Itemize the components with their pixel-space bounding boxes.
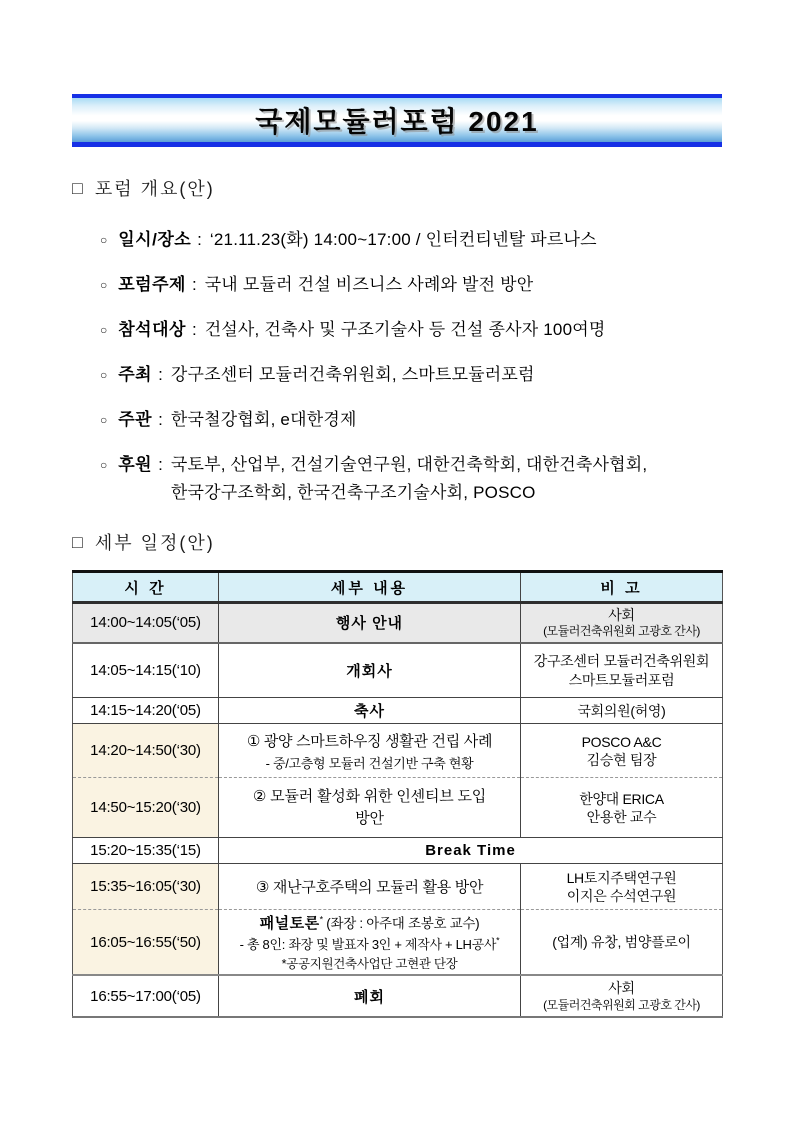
overview-item-attendees [100,316,722,344]
item-text: 건설사, 건축사 및 구조기술사 등 건설 종사자 100여명 [204,320,606,339]
item-text: 강구조센터 모듈러건축위원회, 스마트모듈러포럼 [170,365,535,384]
schedule-row [73,643,723,698]
schedule-row-break [73,838,723,864]
cell-note: LH토지주택연구원 이지은 수석연구원 [521,864,723,910]
schedule-row [73,724,723,778]
label-colon: : [197,230,202,249]
cell-time: 14:00~14:05(‘05) [73,603,219,643]
item-text: ‘21.11.23(화) 14:00~17:00 / 인터컨티넨탈 파르나스 [209,230,597,249]
schedule-row [73,698,723,724]
label-colon: : [158,365,163,384]
overview-heading-text: 포럼 개요(안) [94,179,215,199]
circle-bullet-icon: ○ [100,233,108,247]
cell-content: Break Time [219,838,723,864]
schedule-section-heading [72,529,722,555]
label-colon: : [158,410,163,429]
column-header-time: 시 간 [73,572,219,603]
square-bullet-icon: □ [72,531,85,552]
overview-item-sponsors [100,451,722,507]
schedule-row [73,778,723,838]
cell-note: 국회의원(허영) [521,698,723,724]
panel-footnote-line: *공공지원건축사업단 고현관 단장 [281,957,458,972]
schedule-table [72,570,723,1018]
cell-content [219,910,521,976]
panel-title-line: 패널토론* (좌장 : 아주대 조봉호 교수) [259,914,480,933]
circle-bullet-icon: ○ [100,368,108,382]
overview-item-organizer [100,406,722,434]
sponsors-line1: 국토부, 산업부, 건설기술연구원, 대한건축학회, 대한건축사협회, [170,455,648,474]
schedule-row-panel [73,910,723,976]
label-colon: : [158,455,163,474]
item-label: 주관 [118,410,153,429]
circle-bullet-icon: ○ [100,323,108,337]
item-label: 포럼주제 [118,275,186,294]
cell-note: POSCO A&C 김승현 팀장 [521,724,723,778]
cell-time: 16:55~17:00(‘05) [73,975,219,1017]
cell-time: 15:35~16:05(‘30) [73,864,219,910]
cell-note: 사회 (모듈러건축위원회 고광호 간사) [521,603,723,643]
square-bullet-icon: □ [72,177,85,198]
cell-time: 14:05~14:15(‘10) [73,643,219,698]
schedule-heading-text: 세부 일정(안) [94,533,215,553]
title-banner [72,94,722,147]
item-text: 국내 모듈러 건설 비즈니스 사례와 발전 방안 [204,275,534,294]
cell-content: 개회사 [219,643,521,698]
cell-time: 14:20~14:50(‘30) [73,724,219,778]
circle-bullet-icon: ○ [100,278,108,292]
overview-item-datetime [100,226,722,254]
cell-note: 한양대 ERICA 안용한 교수 [521,778,723,838]
cell-time: 14:15~14:20(‘05) [73,698,219,724]
cell-content: 폐회 [219,975,521,1017]
cell-time: 14:50~15:20(‘30) [73,778,219,838]
overview-list [72,226,722,507]
overview-section-heading [72,175,722,201]
overview-item-host [100,361,722,389]
schedule-row [73,864,723,910]
page-title: 국제모듈러포럼 2021 [255,106,539,137]
item-text: 한국철강협회, e대한경제 [170,410,357,429]
cell-content: ② 모듈러 활성화 위한 인센티브 도입 방안 [219,778,521,838]
schedule-row [73,975,723,1017]
item-label: 일시/장소 [118,230,192,249]
column-header-note: 비 고 [521,572,723,603]
cell-time: 15:20~15:35(‘15) [73,838,219,864]
item-label: 참석대상 [118,320,186,339]
cell-content: 축사 [219,698,521,724]
sponsors-line2: 한국강구조학회, 한국건축구조기술사회, POSCO [170,483,536,502]
circle-bullet-icon: ○ [100,458,108,472]
cell-note: (업계) 유창, 범양플로이 [521,910,723,976]
cell-note: 강구조센터 모듈러건축위원회 스마트모듈러포럼 [521,643,723,698]
circle-bullet-icon: ○ [100,413,108,427]
overview-item-topic [100,271,722,299]
cell-time: 16:05~16:55(‘50) [73,910,219,976]
label-colon: : [191,275,197,294]
panel-detail-line: - 총 8인: 좌장 및 발표자 3인 + 제작사 + LH공사* [239,935,500,953]
schedule-header-row [73,572,723,603]
label-colon: : [191,320,197,339]
item-label: 주최 [118,365,153,384]
cell-content: ① 광양 스마트하우징 생활관 건립 사례 - 중/고층형 모듈러 건설기반 구축 현황 [219,724,521,778]
item-text [171,451,647,507]
column-header-content: 세부 내용 [219,572,521,603]
schedule-row [73,603,723,643]
cell-content: ③ 재난구호주택의 모듈러 활용 방안 [219,864,521,910]
cell-note: 사회 (모듈러건축위원회 고광호 간사) [521,975,723,1017]
item-label: 후원 [118,455,153,474]
cell-content: 행사 안내 [219,603,521,643]
